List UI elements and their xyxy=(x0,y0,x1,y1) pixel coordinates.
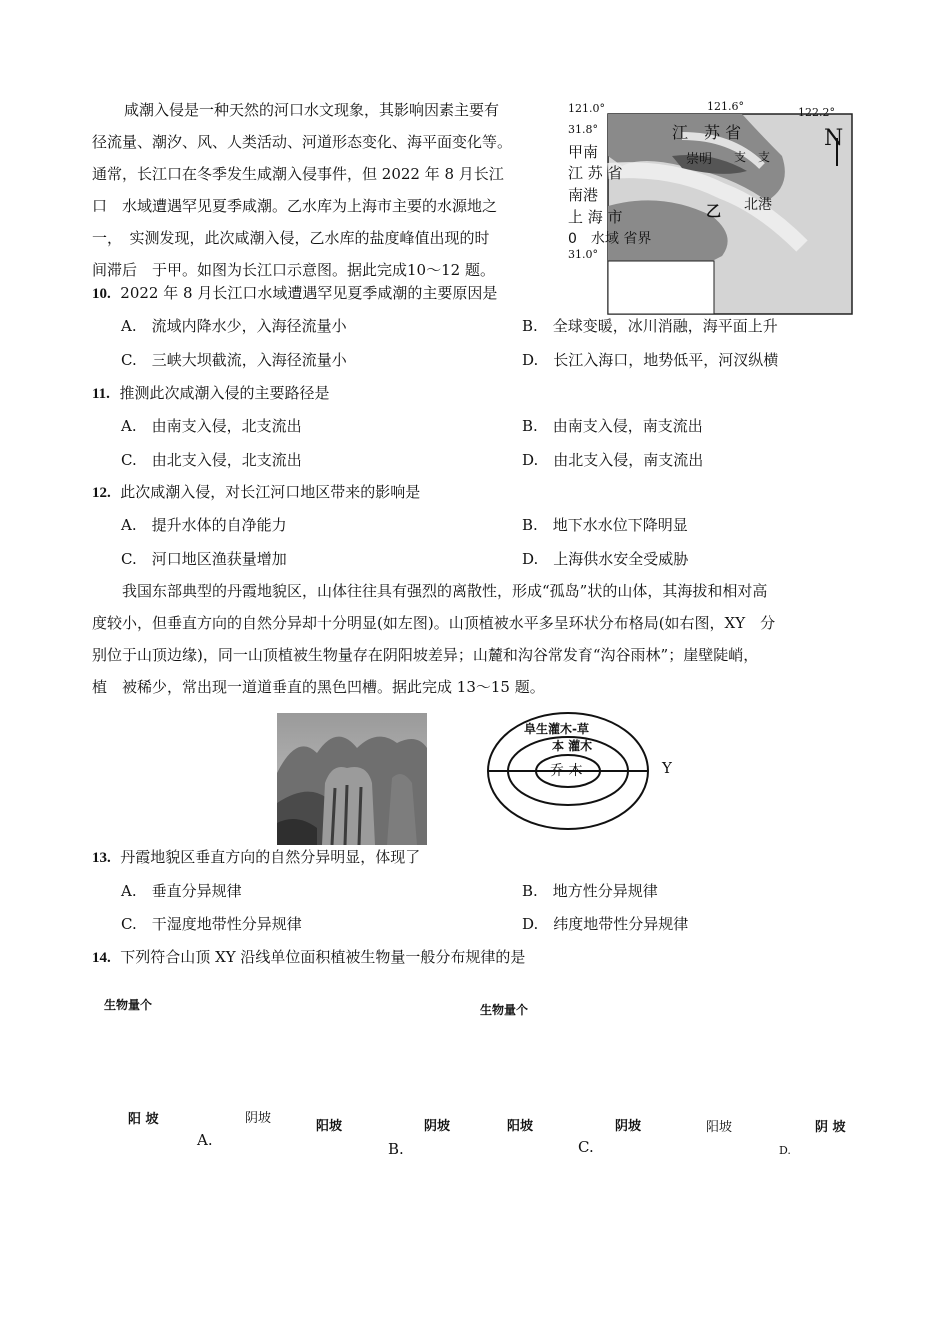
place-beigang: 北港 xyxy=(744,197,772,213)
q14-stem xyxy=(92,946,525,967)
yangtze-estuary-map xyxy=(562,96,856,318)
q11-stem xyxy=(92,382,330,403)
q14-option-d[interactable]: D. xyxy=(779,1144,791,1157)
q10-option-b[interactable]: B. 全球变暖，冰川消融，海平面上升 xyxy=(522,317,778,335)
q10-stem xyxy=(92,282,497,303)
q10-number: 10. xyxy=(92,286,111,302)
intro1-line: 口 水域遭遇罕见夏季咸潮。乙水库为上海市主要的水源地之 xyxy=(92,197,498,215)
diagram-inner-label: 乔 木 xyxy=(550,763,583,779)
north-label: N xyxy=(824,126,844,151)
intro2-paragraph xyxy=(92,575,862,703)
danxia-landform-photo xyxy=(277,713,427,845)
q12-option-c[interactable]: C. 河口地区渔获量增加 xyxy=(121,550,287,568)
q14-ylabel-left: 生物量个 xyxy=(104,998,153,1012)
q10-option-c[interactable]: C. 三峡大坝截流，入海径流量小 xyxy=(121,351,347,369)
intro1-line: 通常，长江口在冬季发生咸潮入侵事件，但 2022 年 8 月长江 xyxy=(92,165,504,183)
intro1-line: 咸潮入侵是一种天然的河口水文现象，其影响因素主要有 xyxy=(124,101,500,119)
diagram-outer-label: 阜生灌木-草 xyxy=(524,722,589,736)
q11-option-d[interactable]: D. 由北支入侵，南支流出 xyxy=(522,451,704,469)
q10-option-a[interactable]: A. 流域内降水少，入海径流量小 xyxy=(121,317,347,335)
q13-number: 13. xyxy=(92,850,111,866)
intro2-line: 别位于山顶边缘)，同一山顶植被生物量存在阴阳坡差异；山麓和沟谷常发育“沟谷雨林”；崖壁陡峭， xyxy=(92,646,759,664)
q14-b-shade: 阴坡 xyxy=(424,1119,451,1134)
q12-option-d[interactable]: D. 上海供水安全受威胁 xyxy=(522,550,689,568)
q13-text: 丹霞地貌区垂直方向的自然分异明显，体现了 xyxy=(120,848,421,866)
intro1-line: 一， 实测发现，此次咸潮入侵，乙水库的盐度峰值出现的时 xyxy=(92,229,490,247)
intro2-line: 度较小，但垂直方向的自然分异却十分明显(如左图)。山顶植被水平多呈环状分布格局(如右图，XY 分 xyxy=(92,614,776,632)
diagram-middle-label: 本 灌木 xyxy=(552,739,593,753)
place-jiangsu: 江 苏 省 xyxy=(672,123,742,142)
q10-text: 2022 年 8 月长江口水域遭遇罕见夏季咸潮的主要原因是 xyxy=(120,284,498,302)
q12-option-a[interactable]: A. 提升水体的自净能力 xyxy=(121,516,287,534)
place-zhi: 支 支 xyxy=(734,150,771,164)
q14-c-shade: 阴坡 xyxy=(615,1119,642,1134)
q11-option-c[interactable]: C. 由北支入侵，北支流出 xyxy=(121,451,302,469)
q11-number: 11. xyxy=(92,386,110,402)
q14-d-sun: 阳坡 xyxy=(706,1120,733,1135)
q10-option-d[interactable]: D. 长江入海口，地势低平，河汊纵横 xyxy=(522,351,779,369)
q12-text: 此次咸潮入侵，对长江河口地区带来的影响是 xyxy=(120,483,421,501)
lon-label: 121.6° xyxy=(707,100,744,113)
q14-ylabel-right: 生物量个 xyxy=(480,1003,529,1017)
intro2-line: 我国东部典型的丹霞地貌区，山体往往具有强烈的离散性，形成“孤岛”状的山体，其海拔和相对高 xyxy=(122,582,768,600)
place-jiangsu2: 江 苏 省 xyxy=(568,164,623,182)
lon-label: 122.2° xyxy=(798,106,835,119)
q14-c-sun: 阳坡 xyxy=(507,1119,534,1134)
q14-b-sun: 阳坡 xyxy=(316,1119,343,1134)
q14-a-shade: 阴坡 xyxy=(245,1111,272,1126)
lat-label: 31.0° xyxy=(568,248,598,261)
place-jia: 甲南 xyxy=(568,143,599,161)
intro2-line: 植 被稀少，常出现一道道垂直的黑色凹槽。据此完成 13～15 题。 xyxy=(92,678,545,696)
q13-option-d[interactable]: D. 纬度地带性分异规律 xyxy=(522,915,689,933)
q14-a-sun: 阳 坡 xyxy=(128,1112,159,1127)
q11-option-a[interactable]: A. 由南支入侵，北支流出 xyxy=(121,417,302,435)
vegetation-ring-diagram xyxy=(470,705,670,835)
q12-option-b[interactable]: B. 地下水水位下降明显 xyxy=(522,516,688,534)
q12-stem xyxy=(92,481,420,502)
q11-option-b[interactable]: B. 由南支入侵，南支流出 xyxy=(522,417,703,435)
q11-text: 推测此次咸潮入侵的主要路径是 xyxy=(119,384,330,402)
q13-stem xyxy=(92,846,420,867)
lat-label: 31.8° xyxy=(568,123,598,136)
q13-option-b[interactable]: B. 地方性分异规律 xyxy=(522,882,658,900)
intro1-paragraph xyxy=(92,94,552,286)
intro1-line: 间滞后 于甲。如图为长江口示意图。据此完成10～12 题。 xyxy=(92,261,495,279)
place-shanghai: 上 海 市 xyxy=(568,208,623,226)
intro1-line: 径流量、潮汐、风、人类活动、河道形态变化、海平面变化等。 xyxy=(92,133,513,151)
q13-option-c[interactable]: C. 干湿度地带性分异规律 xyxy=(121,915,302,933)
place-nangang: 南港 xyxy=(568,186,599,204)
q12-number: 12. xyxy=(92,485,111,501)
q14-number: 14. xyxy=(92,950,111,966)
place-chongming: 崇明 xyxy=(686,152,713,167)
diagram-y-label: Y xyxy=(662,759,672,777)
map-legend: 0 水域 省界 xyxy=(568,231,652,247)
q14-text: 下列符合山顶 XY 沿线单位面积植被生物量一般分布规律的是 xyxy=(120,948,526,966)
q14-d-shade: 阴 坡 xyxy=(815,1120,846,1135)
q14-option-b[interactable]: B. xyxy=(388,1140,404,1158)
q13-option-a[interactable]: A. 垂直分异规律 xyxy=(121,882,242,900)
q14-option-c[interactable]: C. xyxy=(578,1138,594,1156)
q14-option-a[interactable]: A. xyxy=(197,1131,213,1149)
place-yi: 乙 xyxy=(706,202,722,220)
lon-label: 121.0° xyxy=(568,102,605,115)
